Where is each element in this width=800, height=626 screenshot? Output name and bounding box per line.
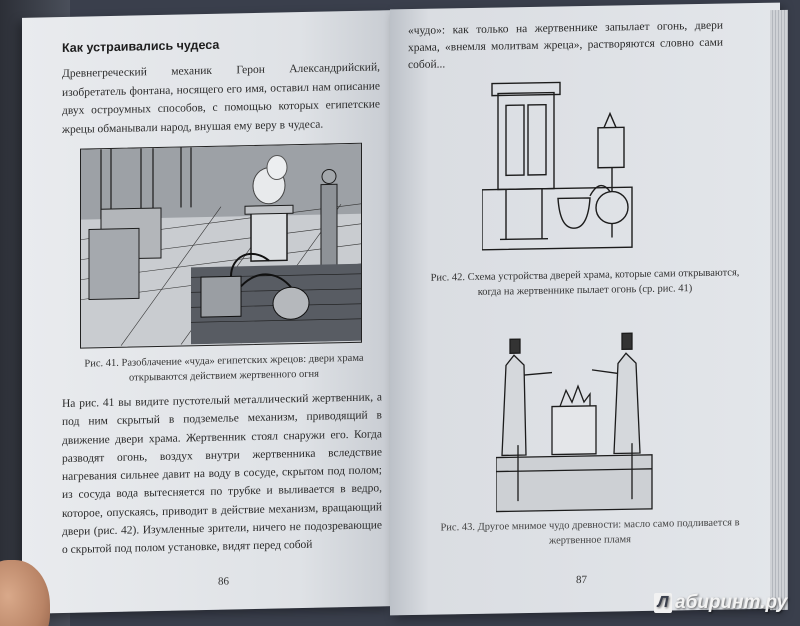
figure-43-diagram [496, 323, 656, 516]
intro-paragraph: Древнегреческий механик Герон Александрийский, изобретатель фонтана, носящего его имя, оставил нам описание двух остроумных способов, с помощью которых египетские жрецы обманывали народ, внушая ему веру в чудеса. [62, 61, 380, 136]
right-page [390, 3, 780, 616]
watermark-text: абиринт.ру [675, 592, 788, 613]
figure-43-caption: Рис. 43. Другое мнимое чудо древности: масло само подливается в жертвенное пламя [440, 517, 740, 547]
body-paragraph: На рис. 41 вы видите пустотелый металлический жертвенник, а под ним скрытый в подземелье механизм, приводящий в движение двери храма. Жертвенник стоял снаружи его. Когда разводят огонь, воздух внутри жертвенника вследствие нагревания сильнее давит на воду в сосуде, скрытом под полом; из сосуда вода вытесняется по трубке и выливается в ведро, которое, опускаясь, приводит в действие механизм, вращающий двери (рис. 42). Изумленные зрители, ничего не подозревающие о скрытой под полом установке, видят перед собой [62, 391, 382, 557]
left-page [22, 10, 392, 614]
figure-42-diagram [482, 77, 652, 260]
figure-41-illustration [80, 143, 362, 349]
temple-altar-engraving [81, 144, 361, 347]
continued-paragraph: «чудо»: как только на жертвеннике запылает огонь, двери храма, «внемля молитвам жреца», растворяются словно сами собой... [408, 19, 723, 72]
temple-door-mechanism-diagram [482, 77, 652, 260]
left-page-number: 86 [218, 575, 229, 588]
figure-42-caption: Рис. 42. Схема устройства дверей храма, которые сами открываются, когда на жертвеннике пылает огонь (ср. рис. 41) [430, 267, 740, 298]
section-heading: Как устраивались чудеса [62, 37, 220, 56]
oil-altar-priests-diagram [496, 323, 656, 516]
right-page-number: 87 [576, 573, 587, 587]
watermark [654, 592, 787, 614]
figure-41-caption: Рис. 41. Разоблачение «чуда» египетских жрецов: двери храма открываются действием жертвенного огня [84, 352, 364, 384]
labirint-logo-icon: Л [654, 593, 672, 613]
page-stack-edge [770, 10, 788, 610]
